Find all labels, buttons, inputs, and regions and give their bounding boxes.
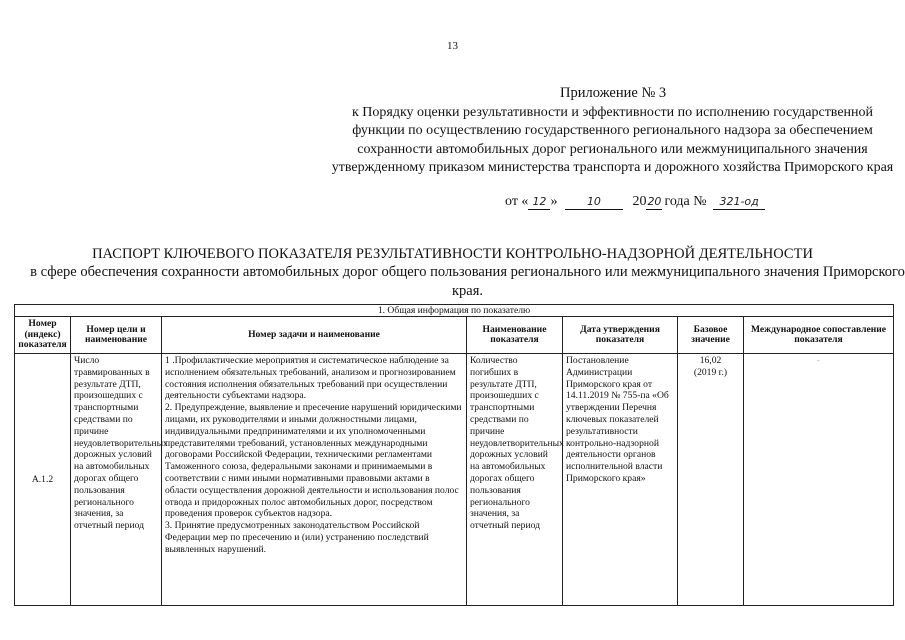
date-separator: » bbox=[550, 194, 558, 209]
order-number: 321-од bbox=[713, 195, 765, 210]
order-date-line bbox=[505, 194, 765, 210]
indicator-table bbox=[14, 304, 894, 606]
passport-title: ПАСПОРТ КЛЮЧЕВОГО ПОКАЗАТЕЛЯ РЕЗУЛЬТАТИВНОСТИ КОНТРОЛЬНО-НАДЗОРНОЙ ДЕЯТЕЛЬНОСТИ bbox=[92, 246, 813, 262]
date-prefix: от « bbox=[505, 194, 529, 209]
indicator-index: А.1.2 bbox=[15, 354, 71, 606]
tasks-cell bbox=[162, 354, 467, 606]
header-index: Номер (индекс) показателя bbox=[15, 317, 71, 354]
header-international: Международное сопоставление показателя bbox=[744, 317, 894, 354]
header-goal: Номер цели и наименование bbox=[71, 317, 162, 354]
date-year-suffix: года № bbox=[664, 194, 707, 209]
table-row bbox=[15, 354, 894, 606]
header-indicator-name: Наименование показателя bbox=[467, 317, 563, 354]
header-approval-date: Дата утверждения показателя bbox=[563, 317, 678, 354]
international-cell bbox=[744, 354, 894, 606]
section-title: 1. Общая информация по показателю bbox=[15, 305, 894, 317]
header-row bbox=[15, 317, 894, 354]
date-month: 10 bbox=[565, 195, 623, 210]
date-year-prefix: 20 bbox=[632, 194, 647, 209]
section-row bbox=[15, 305, 894, 317]
base-value: 16,02 bbox=[699, 355, 722, 366]
international-value: - bbox=[817, 356, 820, 365]
header-task: Номер задачи и наименование bbox=[162, 317, 467, 354]
base-value-cell bbox=[678, 354, 744, 606]
page-number: 13 bbox=[447, 40, 458, 52]
passport-subtitle: в сфере обеспечения сохранности автомобильных дорог общего пользования регионального или межмуниципального значения Приморского края. bbox=[30, 264, 905, 299]
date-year: 20 bbox=[647, 195, 662, 208]
order-reference: к Порядку оценки результативности и эффективности по исполнению государственной функции по осуществлению государственного регионального надзора за обеспечением сохранности автомобильных дорог регионального или межмуниципального значения утвержденному приказом министерства транспорта и дорожного хозяйства Приморского края bbox=[331, 105, 894, 175]
goal-cell: Число травмированных в результате ДТП, произошедших с транспортными средствами по причине неудовлетворительных дорожных условий на автомобильных дорогах общего пользования регионального значения, за отчетный период bbox=[71, 354, 162, 606]
base-year: (2019 г.) bbox=[693, 366, 728, 378]
task-item: 3. Принятие предусмотренных законодательством Российской Федерации мер по пресечению и (или) устранению последствий выявленных нарушений. bbox=[165, 520, 429, 555]
date-day: 12 bbox=[528, 195, 550, 210]
task-item: 1 .Профилактические мероприятия и систематическое наблюдение за исполнением обязательных требований, анализом и прогнозированием состояния исполнения обязательных требований при осуществлении деятельности субъектами надзора. bbox=[165, 355, 456, 402]
approval-cell: Постановление Администрации Приморского края от 14.11.2019 № 755-па «Об утверждении Перечня ключевых показателей результативности контрольно-надзорной деятельности органов исполнительной власти Приморского края» bbox=[563, 354, 678, 606]
task-item: 2. Предупреждение, выявление и пресечение нарушений юридическими лицами, их руководителями и иными должностными лицами, индивидуальными предпринимателями и их уполномоченными представителями требований, установленных международными договорами Российской Федерации, техническими регламентами Таможенного союза, федеральными законами и принимаемыми в соответствии с ними иными нормативными правовыми актами в области осуществления дорожной деятельности и использования полос отвода и придорожных полос автомобильных дорог, посредством проведения проверок субъектов надзора. bbox=[165, 402, 462, 520]
indicator-name-cell: Количество погибших в результате ДТП, произошедших с транспортными средствами по причине неудовлетворительных дорожных условий на автомобильных дорогах общего пользования регионального значения, за отчетный период bbox=[467, 354, 563, 606]
appendix-title: Приложение № 3 bbox=[560, 85, 667, 101]
header-base-value: Базовое значение bbox=[678, 317, 744, 354]
